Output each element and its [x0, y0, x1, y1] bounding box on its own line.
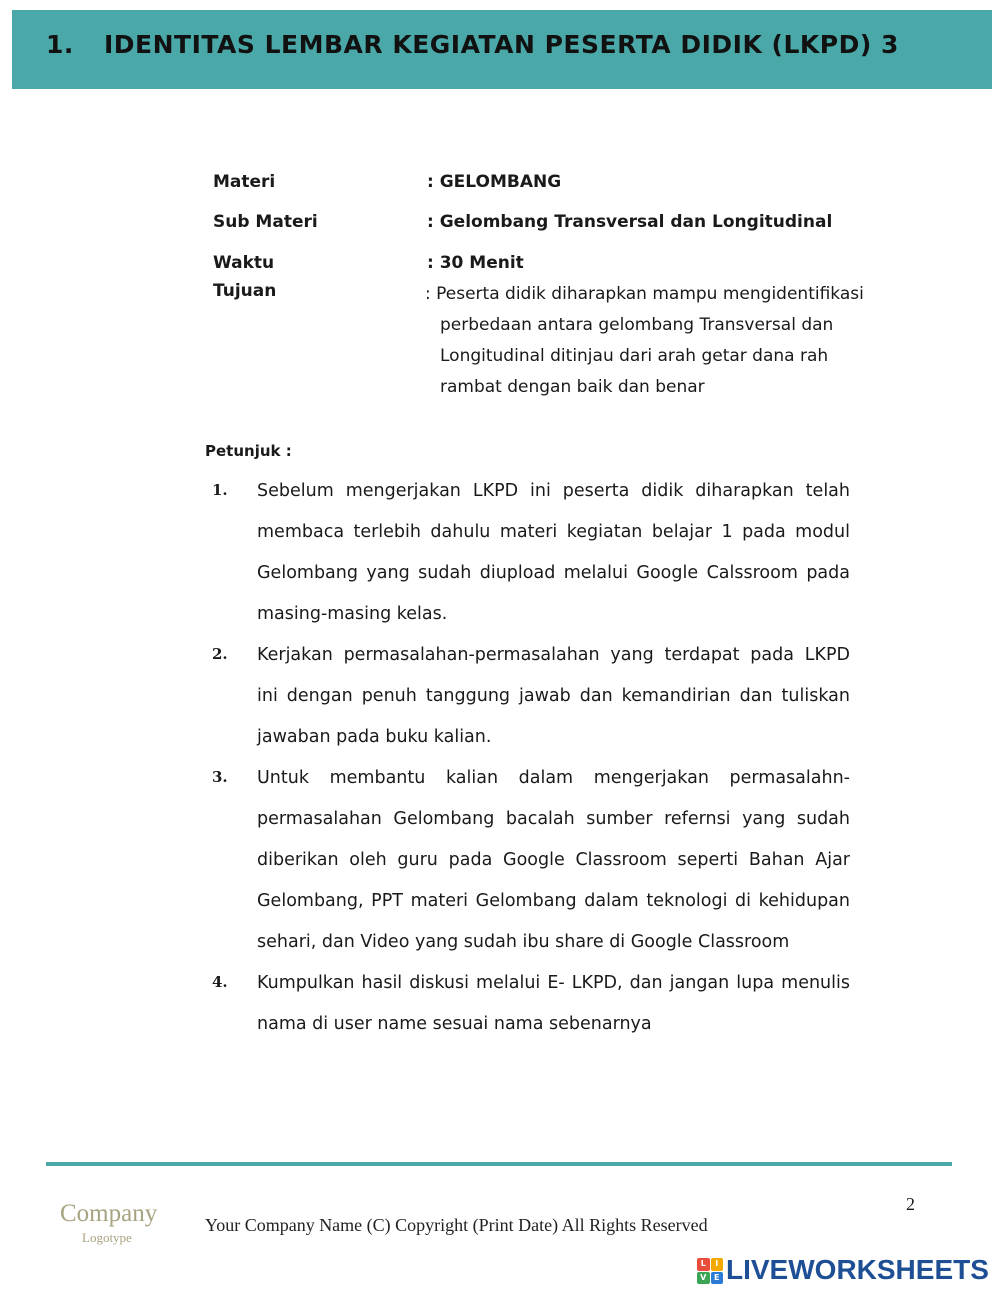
instruction-item: [212, 758, 852, 963]
tujuan-line: : Peserta didik diharapkan mampu mengidentifikasi: [425, 284, 864, 304]
instruction-number: 1.: [212, 481, 228, 499]
page-title: [46, 30, 986, 59]
instruction-text: Kerjakan permasalahan-permasalahan yang terdapat pada LKPD ini dengan penuh tanggung jawab dan kemandirian dan tuliskan jawaban pada buku kalian.: [257, 645, 850, 747]
tujuan-line: perbedaan antara gelombang Transversal dan: [440, 315, 834, 335]
logo-tile: L: [697, 1258, 710, 1271]
waktu-label: Waktu: [213, 253, 275, 273]
footer-divider: [46, 1162, 952, 1166]
copyright-text: Your Company Name (C) Copyright (Print Date) All Rights Reserved: [205, 1215, 708, 1235]
materi-label: Materi: [213, 172, 276, 192]
tujuan-line: Longitudinal ditinjau dari arah getar dana rah: [440, 346, 829, 366]
company-logo-subtext: Logotype: [82, 1230, 132, 1245]
logo-tile: V: [697, 1272, 710, 1285]
instruction-number: 4.: [212, 973, 228, 991]
logo-tile: I: [711, 1258, 724, 1271]
petunjuk-heading: Petunjuk :: [205, 442, 292, 460]
waktu-value: : 30 Menit: [427, 253, 524, 273]
tujuan-line: rambat dengan baik dan benar: [440, 377, 705, 397]
section-title: IDENTITAS LEMBAR KEGIATAN PESERTA DIDIK (LKPD) 3: [104, 30, 899, 59]
tujuan-value: [425, 279, 895, 403]
instruction-text: Kumpulkan hasil diskusi melalui E- LKPD, dan jangan lupa menulis nama di user name sesuai nama sebenarnya: [257, 973, 850, 1034]
instruction-list: [212, 471, 852, 1045]
sub-materi-value: : Gelombang Transversal dan Longitudinal: [427, 212, 833, 232]
instruction-text: Sebelum mengerjakan LKPD ini peserta didik diharapkan telah membaca terlebih dahulu materi kegiatan belajar 1 pada modul Gelombang yang sudah diupload melalui Google Calssroom pada masing-masing kelas.: [257, 481, 850, 624]
section-number: 1.: [46, 30, 74, 59]
instruction-text: Untuk membantu kalian dalam mengerjakan permasalahn-permasalahan Gelombang bacalah sumber refernsi yang sudah diberikan oleh guru pada Google Classroom seperti Bahan Ajar Gelombang, PPT materi Gelombang dalam teknologi di kehidupan sehari, dan Video yang sudah ibu share di Google Classroom: [257, 768, 850, 952]
tujuan-label: Tujuan: [213, 281, 277, 301]
company-logo-text: Company: [60, 1200, 158, 1227]
instruction-number: 2.: [212, 645, 228, 663]
materi-value: : GELOMBANG: [427, 172, 562, 192]
logo-tile: E: [711, 1272, 724, 1285]
page-number: 2: [906, 1194, 915, 1214]
liveworksheets-logo-icon: [697, 1258, 723, 1284]
liveworksheets-brand[interactable]: LIVEWORKSHEETS: [726, 1254, 989, 1285]
instruction-item: [212, 471, 852, 635]
instruction-item: [212, 963, 852, 1045]
instruction-item: [212, 635, 852, 758]
instruction-number: 3.: [212, 768, 228, 786]
sub-materi-label: Sub Materi: [213, 212, 318, 232]
